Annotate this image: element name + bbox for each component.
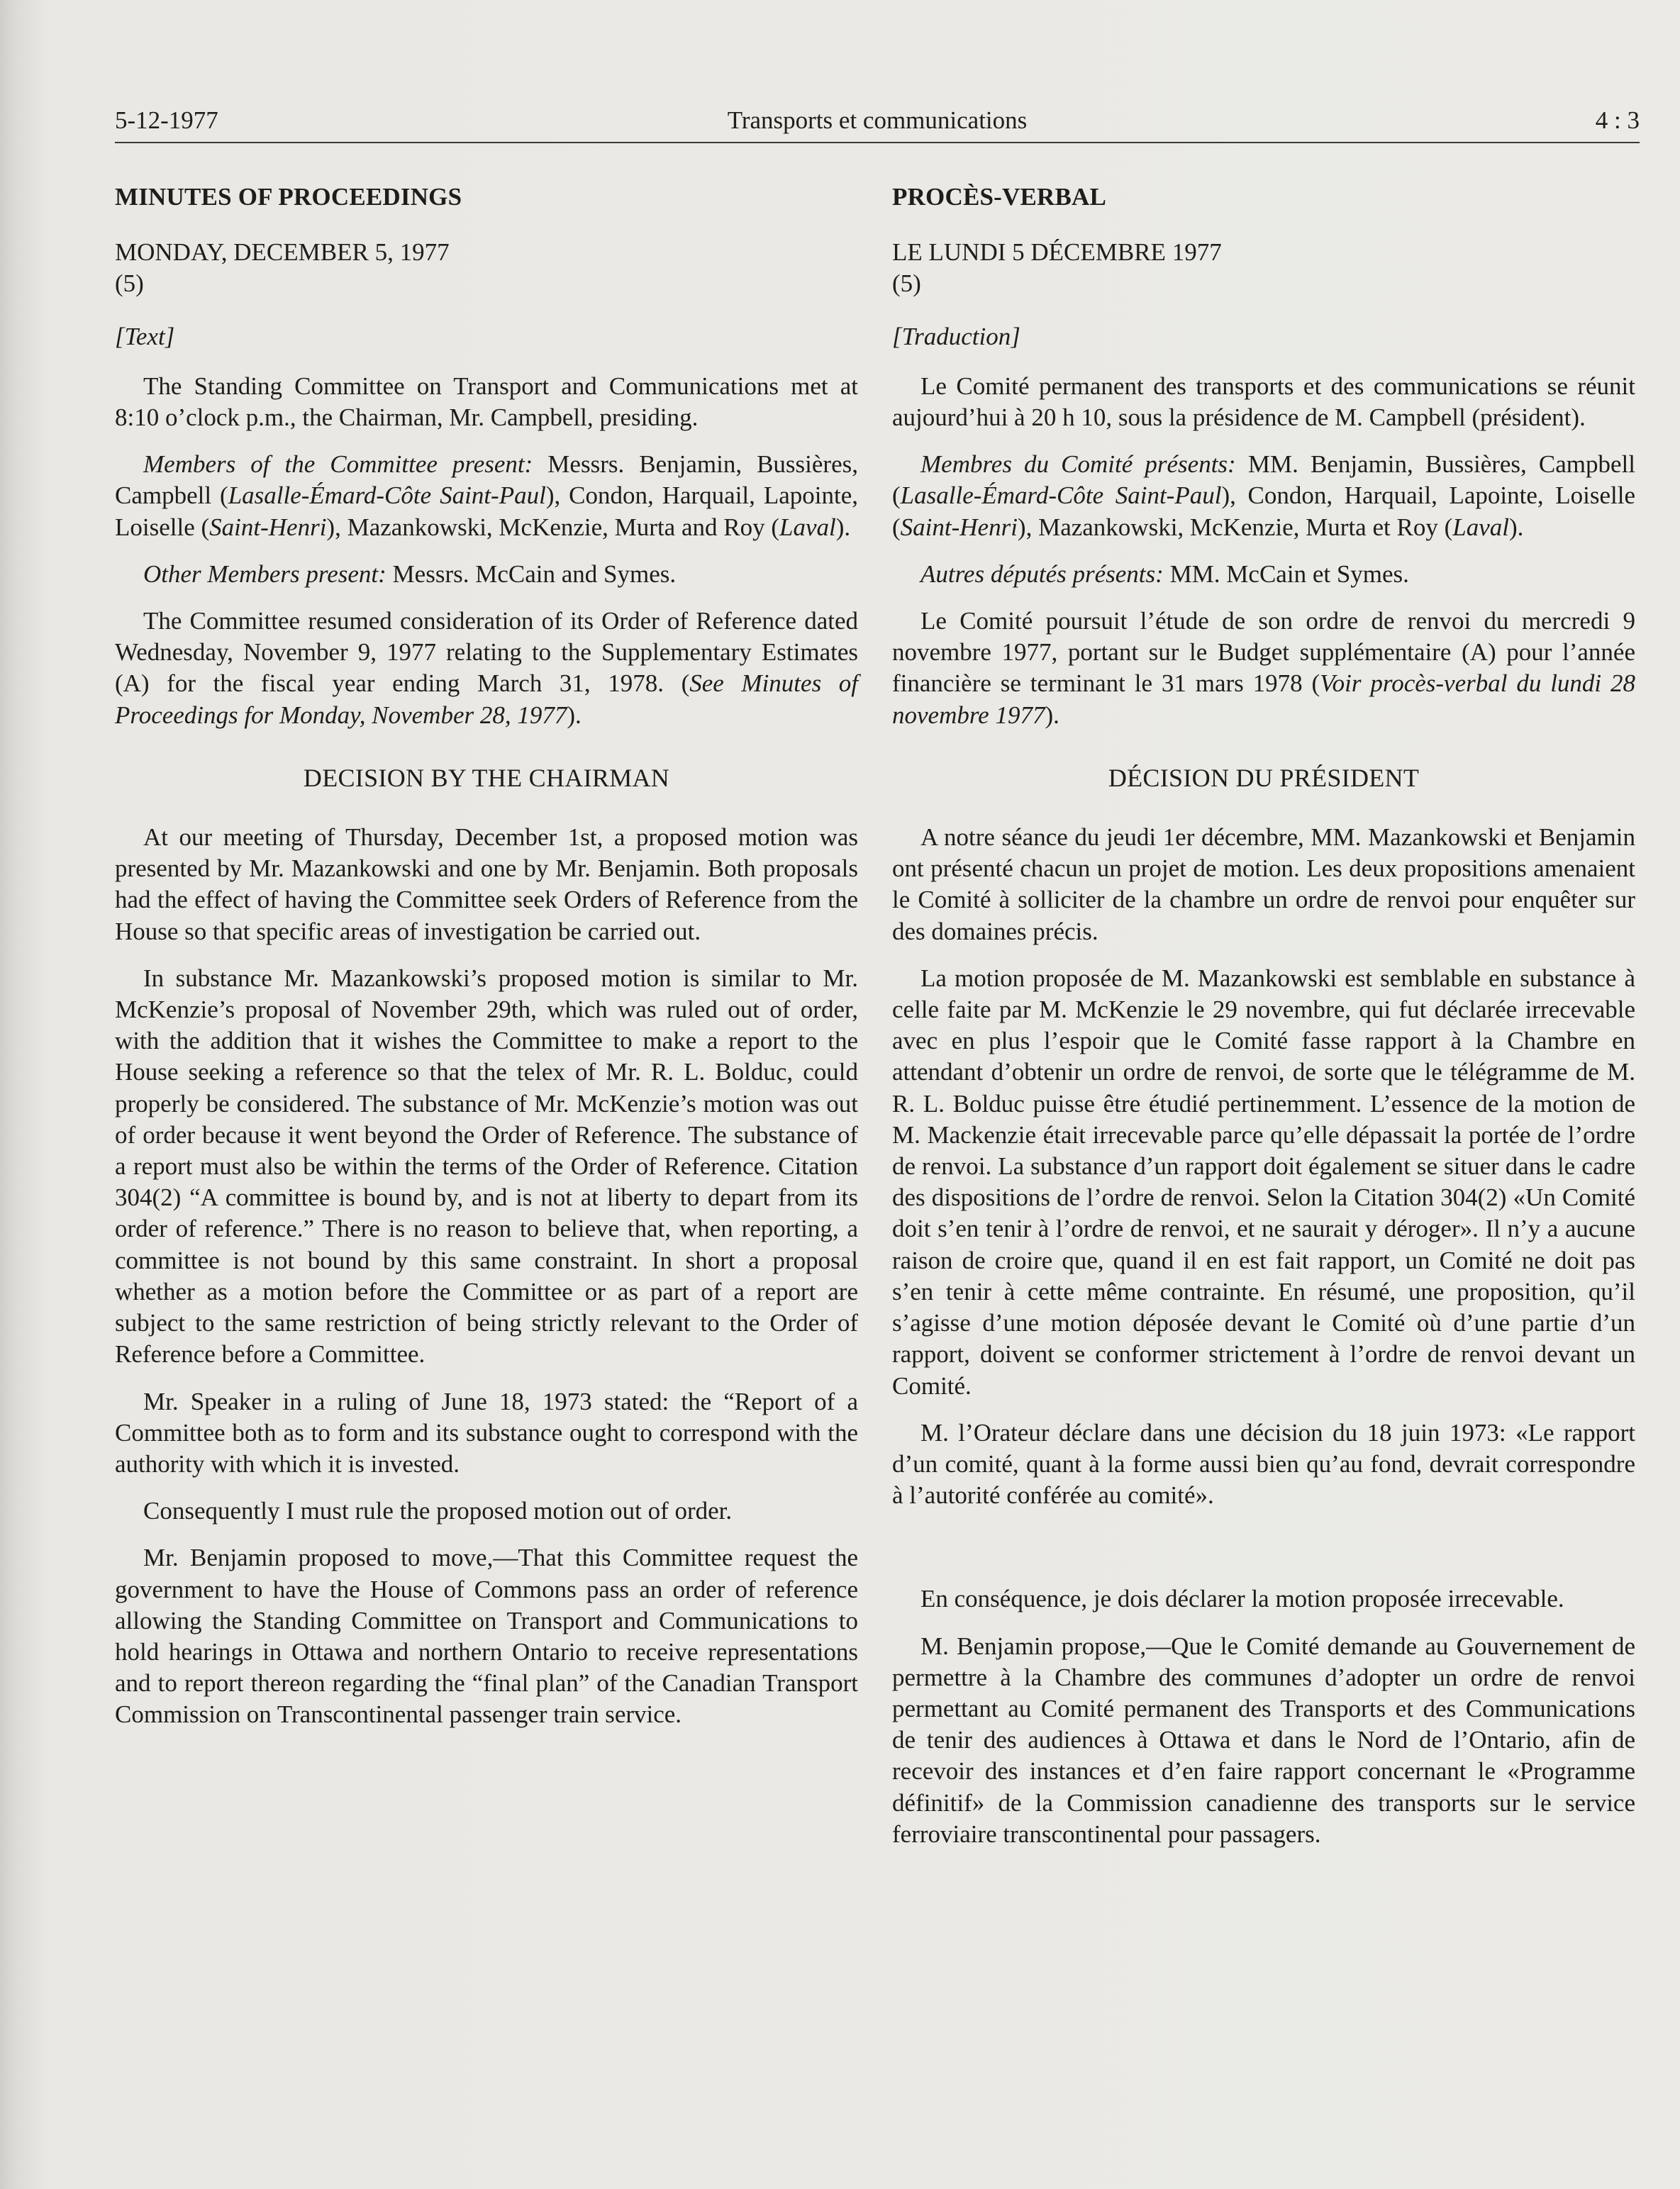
resumed-paragraph: Le Comité poursuit l’étude de son ordre de renvoi du mercredi 9 novembre 1977, portant sur le Budget supplémentaire (A) pour l’année financière se terminant le 31 mars 1978 (Voir procès-verbal du lundi 28 novembre 1977). [892, 607, 1636, 729]
english-column [115, 182, 858, 1731]
decision-paragraph: In substance Mr. Mazankowski’s proposed motion is similar to Mr. McKenzie’s proposal of November 29th, which was ruled out of order, with the addition that it wishes the Committee to make a report to the House seeking a reference so that the telex of Mr. R. L. Bolduc, could properly be considered. The substance of Mr. McKenzie’s motion was out of order because it went beyond the Order of Reference. The substance of a report must also be within the terms of the Order of Reference. Citation 304(2) “A committee is bound by, and is not at liberty to depart from its order of reference.” There is no reason to believe that, when reporting, a committee is not bound by this same constraint. In short a proposal whether as a motion before the Committee or as part of a report are subject to the same restriction of being strictly relevant to the Order of Reference before a Committee. [115, 964, 858, 1369]
resumed-paragraph: The Committee resumed consideration of its Order of Reference dated Wednesday, November 9, 1977 relating to the Supplementary Estimates (A) for the fiscal year ending March 31, 1978. (See Minutes of Proceedings for Monday, November 28, 1977). [115, 607, 858, 729]
decision-paragraph: M. l’Orateur déclare dans une décision du 18 juin 1973: «Le rapport d’un comité, quant à la forme aussi bien qu’au fond, devrait correspondre à l’autorité conférée au comité». [892, 1418, 1635, 1510]
decision-paragraph: At our meeting of Thursday, December 1st, a proposed motion was presented by Mr. Mazankowski and one by Mr. Benjamin. Both proposals had the effect of having the Committee seek Orders of Reference from the House so that specific areas of investigation be carried out. [115, 823, 858, 945]
translation-tag: [Traduction] [892, 322, 1020, 350]
text-tag: [Text] [115, 322, 175, 350]
minutes-heading: MINUTES OF PROCEEDINGS [115, 183, 462, 211]
decision-paragraph: Mr. Benjamin proposed to move,—That this Committee request the government to have the House of Commons pass an order of reference allowing the Standing Committee on Transport and Communications to hold hearings in Ottawa and northern Ontario to receive representations and to report thereon regarding the “final plan” of the Canadian Transport Commission on Transcontinental passenger train service. [115, 1544, 858, 1729]
running-header [115, 106, 1640, 143]
meeting-date: LE LUNDI 5 DÉCEMBRE 1977 [892, 238, 1222, 267]
meeting-number: (5) [115, 269, 144, 298]
decision-paragraph: M. Benjamin propose,—Que le Comité demande au Gouvernement de permettre à la Chambre des communes d’adopter un ordre de renvoi permettant au Comité permanent des Transports et des Communications de tenir des audiences à Ottawa et dans le Nord de l’Ontario, afin de recevoir des instances et d’en faire rapport concernant le «Programme définitif» de la Commission canadienne des transports sur le service ferroviaire transcontinental pour passagers. [892, 1632, 1635, 1848]
french-column [892, 182, 1635, 1850]
header-date: 5-12-1977 [115, 106, 218, 134]
opening-paragraph: Le Comité permanent des transports et des communications se réunit aujourd’hui à 20 h 10, sous la présidence de M. Campbell (président). [892, 372, 1635, 432]
meeting-date: MONDAY, DECEMBER 5, 1977 [115, 238, 450, 267]
minutes-heading: PROCÈS-VERBAL [892, 183, 1107, 211]
meeting-number: (5) [892, 269, 921, 298]
decision-title: DECISION BY THE CHAIRMAN [303, 763, 670, 792]
members-label: Membres du Comité présents: [920, 450, 1236, 479]
members-label: Members of the Committee present: [143, 450, 533, 479]
header-title: Transports et communications [727, 106, 1028, 134]
spacer [892, 1527, 1635, 1583]
members-present-paragraph: Members of the Committee present: Messrs. Benjamin, Bussières, Campbell (Lasalle-Émard-Côte Saint-Paul), Condon, Harquail, Lapointe, Loiselle (Saint-Henri), Mazankowski, McKenzie, Murta and Roy (Laval). [115, 450, 858, 541]
decision-title: DÉCISION DU PRÉSIDENT [1108, 763, 1420, 792]
decision-paragraph: A notre séance du jeudi 1er décembre, MM. Mazankowski et Benjamin ont présenté chacun un projet de motion. Les deux propositions amenaient le Comité à solliciter de la chambre un ordre de renvoi pour enquêter sur des domaines précis. [892, 823, 1635, 945]
members-present-paragraph: Membres du Comité présents: MM. Benjamin, Bussières, Campbell (Lasalle-Émard-Côte Saint-Paul), Condon, Harquail, Lapointe, Loiselle (Saint-Henri), Mazankowski, McKenzie, Murta et Roy (Laval). [892, 450, 1636, 541]
decision-paragraph: La motion proposée de M. Mazankowski est semblable en substance à celle faite par M. McKenzie le 29 novembre, qui fut déclarée irrecevable avec en plus l’espoir que le Comité fasse rapport à la Chambre en attendant d’obtenir un ordre de renvoi, de sorte que le télégramme de M. R. L. Bolduc puisse être étudié pertinemment. L’essence de la motion de M. Mackenzie était irrecevable parce qu’elle dépassait la portée de l’ordre de renvoi. La substance d’un rapport doit également se situer dans le cadre des dispositions de l’ordre de renvoi. Selon la Citation 304(2) «Un Comité doit s’en tenir à l’ordre de renvoi, et ne saurait y déroger». Il n’y a aucune raison de croire que, quand il en est fait rapport, un Comité ne doit pas s’en tenir à cette même contrainte. En résumé, une proposition, qu’il s’agisse d’une motion déposée devant le Comité où d’une partie d’un rapport, doivent se conformer strictement à l’ordre de renvoi devant un Comité. [892, 964, 1635, 1400]
decision-paragraph: Mr. Speaker in a ruling of June 18, 1973 stated: the “Report of a Committee both as to form and its substance ought to correspond with the authority with which it is invested. [115, 1387, 858, 1478]
decision-paragraph: En conséquence, je dois déclarer la motion proposée irrecevable. [920, 1585, 1564, 1613]
header-page-number: 4 : 3 [1595, 106, 1640, 134]
other-members-paragraph: Other Members present: Messrs. McCain and Symes. [143, 559, 677, 588]
decision-paragraph: Consequently I must rule the proposed motion out of order. [143, 1497, 733, 1525]
header-rule [115, 142, 1640, 143]
other-members-paragraph: Autres députés présents: MM. McCain et Symes. [920, 559, 1409, 588]
opening-paragraph: The Standing Committee on Transport and Communications met at 8:10 o’clock p.m., the Chairman, Mr. Campbell, presiding. [115, 372, 858, 432]
